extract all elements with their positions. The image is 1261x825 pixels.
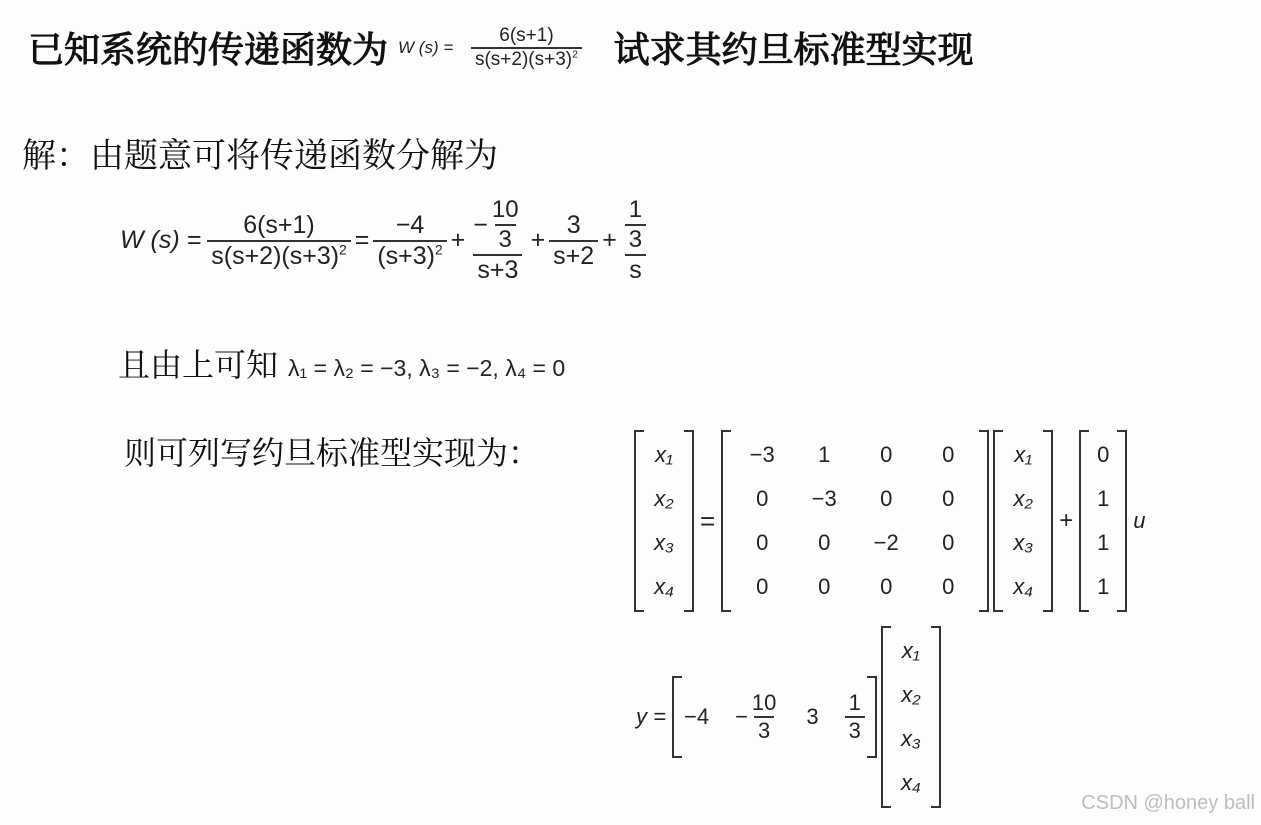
title-fraction [459,25,593,71]
decomp-frac-1: $\frac{6(s+1)}{s(s+2)(s+3)^2}$ [207,211,350,271]
title-den: $s(s+2)(s+3)^2$ [471,47,582,71]
matrix-C: −4 − $\frac{10}{3}$ 3 $\frac{1}{3}$ [682,690,867,744]
title-num: 6(s+1) [499,24,554,46]
problem-suffix: 试求其约旦标准型实现 [613,30,974,71]
decomp-eq: = [354,226,370,254]
eigenvalues-line [118,340,565,386]
input-u: u [1133,508,1146,533]
matrix-B: 0 1 1 1 [1097,442,1110,599]
output-equation [636,626,941,808]
decomp-frac-5: $\frac{\frac{1}{3}}{s}$ [621,196,650,285]
decomposition-equation: W (s) = $\frac{6(s+1)}{s(s+2)(s+3)^2}$ = $\frac{-4}{(s+3)^2}$ + − $\frac{10}{3}$ s+3 + $\frac{3}{s+2}$ + $\frac{\frac{1}{3}}{s}$ [120,196,650,285]
problem-prefix: 已知系统的传递函数为 [28,30,389,71]
problem-statement [28,22,974,73]
matrix-A: −3 1 0 0 0 −3 0 0 0 0 −2 0 0 0 0 0 [749,442,955,599]
watermark: CSDN @honey ball [1081,792,1255,814]
jordan-label: 则可列写约旦标准型实现为： [124,434,541,472]
y-lhs: y = [636,704,666,729]
x-vector: x₁ x₂ x₃ x₄ [1013,442,1034,599]
decomp-frac-3: − $\frac{10}{3}$ s+3 [469,196,526,285]
output-x-vector: x₁ x₂ x₃ x₄ [900,638,921,795]
eigen-values: λ₁ = λ₂ = −3, λ₃ = −2, λ₄ = 0 [288,354,566,381]
decomp-frac-2: $\frac{-4}{(s+3)^2}$ [373,211,446,271]
decomp-lhs: W (s) = [120,226,202,254]
eigen-label: 且由上可知 [118,346,279,384]
title-lhs: W (s) = [398,37,454,57]
xdot-vector: x₁ x₂ x₃ x₄ [654,442,674,599]
decomp-frac-4: $\frac{3}{s+2}$ [549,211,598,271]
state-equation: x₁ x₂ x₃ x₄ = −3 1 0 0 0 −3 0 0 0 0 −2 0 0 0 0 0 x₁ x₂ x₃ x₄ + 0 1 1 1 u [634,430,1145,612]
solution-intro: 解：由题意可将传递函数分解为 [22,136,498,176]
